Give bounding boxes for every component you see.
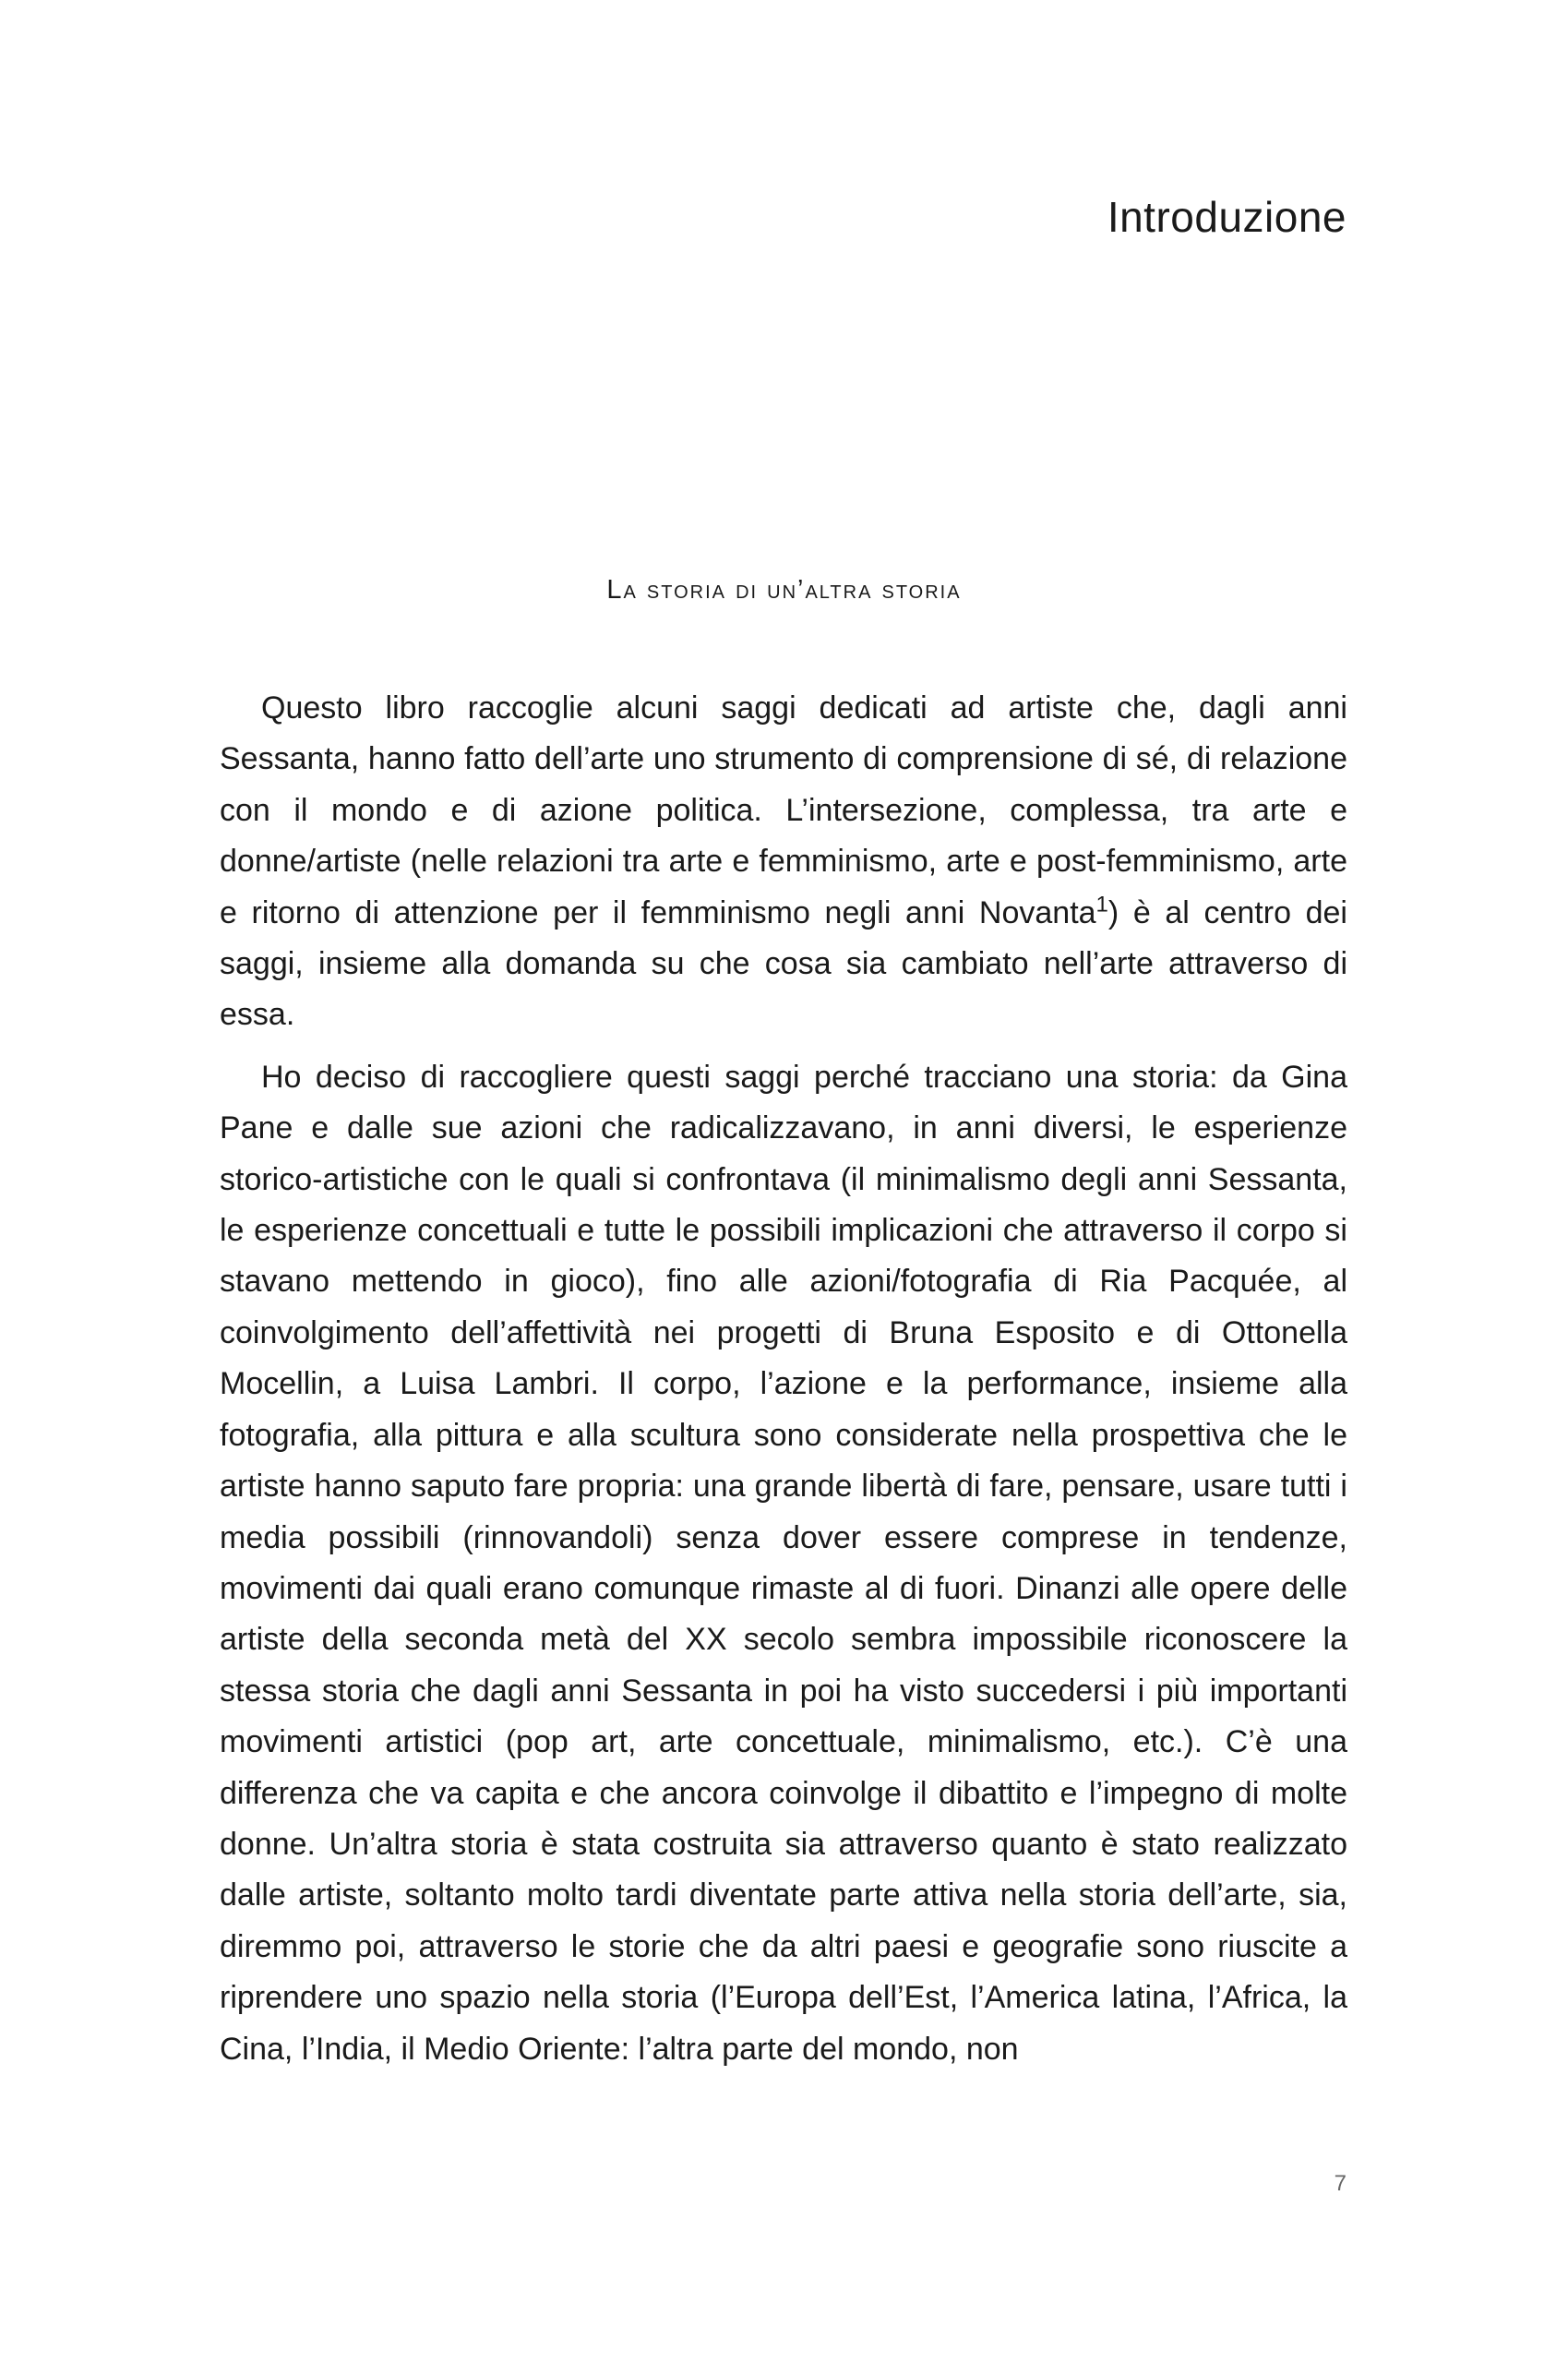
section-heading: La storia di un’altra storia [606,575,962,605]
paragraph-2: Ho deciso di raccogliere questi saggi perché tracciano una storia: da Gina Pane e dalle sue azioni che radicalizzavano, in anni diversi, le esperienze storico-artistiche con le quali si confrontava (il minimalismo degli anni Sessanta, le esperienze concettuali e tutte le possibili implicazioni che attraverso il corpo si stavano mettendo in gioco), fino alle azioni/fotografia di Ria Pacquée, al coinvolgimento dell’affettività nei progetti di Bruna Esposito e di Ottonella Mocellin, a Luisa Lambri. Il corpo, l’azione e la performance, insieme alla fotografia, alla pittura e alla scultura sono considerate nella prospettiva che le artiste hanno saputo fare propria: una grande libertà di fare, pensare, usare tutti i media possibili (rinnovandoli) senza dover essere comprese in tendenze, movimenti dai quali erano comunque rimaste al di fuori. Dinanzi alle opere delle artiste della seconda metà del XX secolo sembra impossibile riconoscere la stessa storia che dagli anni Sessanta in poi ha visto succedersi i più importanti movimenti artistici (pop art, arte concettuale, minimalismo, etc.). C’è una differenza che va capita e che ancora coinvolge il dibattito e l’impegno di molte donne. Un’altra storia è stata costruita sia attraverso quanto è stato realizzato dalle artiste, soltanto molto tardi diventate parte attiva nella storia dell’arte, sia, diremmo poi, attraverso le storie che da altri paesi e geografie sono riuscite a riprendere uno spazio nella storia (l’Europa dell’Est, l’America latina, l’Africa, la Cina, l’India, il Medio Oriente: l’altra parte del mondo, non [220,1059,1347,2067]
paragraph-1 [220,683,1347,1041]
paragraph-1-text: Questo libro raccoglie alcuni saggi dedicati ad artiste che, dagli anni Sessanta, hanno fatto dell’arte uno strumento di comprensione di sé, di relazione con il mondo e di azione politica. L’intersezione, complessa, tra arte e donne/artiste (nelle relazioni tra arte e femminismo, arte e post-femminismo, arte e ritorno di attenzione per il femminismo negli anni Novanta [220,690,1347,930]
page-number: 7 [1334,2171,1347,2196]
footnote-reference[interactable]: 1 [1095,892,1108,918]
paragraph-1-text-continued: ) è al centro dei saggi, insieme alla domanda su che cosa sia cambiato nell’arte attraverso di essa. [220,894,1347,1033]
body-text [220,683,1347,2075]
page-title: Introduzione [1107,193,1347,241]
